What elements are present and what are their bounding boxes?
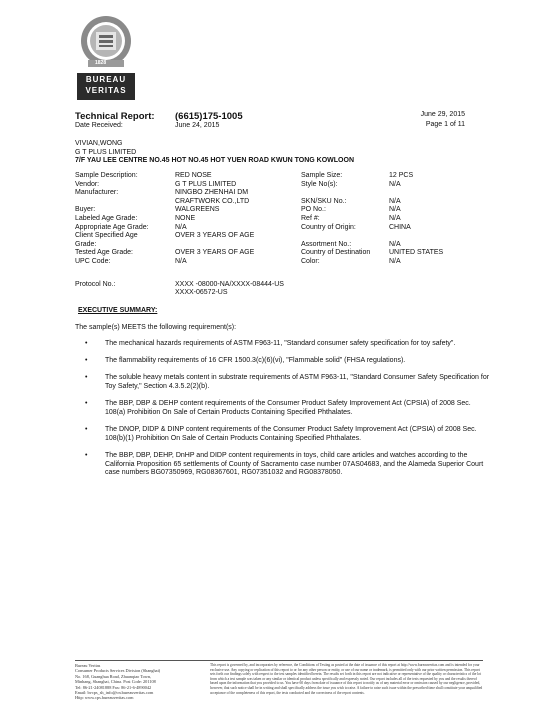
sample-field-label: Sample Description:	[75, 172, 138, 179]
sample-field-label: Style No(s):	[301, 180, 338, 188]
sample-info-row	[75, 258, 475, 267]
sample-field-value: NONE	[175, 215, 196, 222]
client-address: 7/F YAU LEE CENTRE NO.45 HOT NO.45 HOT YUEN ROAD KWUN TONG KOWLOON	[75, 157, 354, 165]
logo-brand-line2: VERITAS	[85, 86, 127, 95]
client-company: G T PLUS LIMITED	[75, 148, 137, 156]
sample-field-label: Color:	[301, 258, 320, 265]
sample-field-label: Sample Size:	[301, 172, 343, 179]
sample-field-value: N/A	[389, 240, 401, 248]
sample-field-value: CHINA	[389, 223, 411, 231]
sample-field-label: Grade:	[75, 240, 97, 248]
sample-field-label: PO No.:	[301, 206, 326, 214]
footer-contact-line: Consumer Products Services Division (Shanghai)	[75, 668, 161, 674]
sample-field-value: RED NOSE	[175, 172, 212, 179]
sample-field-label: Country of Origin:	[301, 223, 356, 231]
sample-field-label: SKN/SKU No.:	[301, 197, 347, 205]
bullet-icon: •	[85, 357, 88, 364]
page-indicator: Page 1 of 11	[425, 121, 465, 128]
logo-year: 1828	[95, 60, 107, 66]
bullet-icon: •	[85, 374, 88, 381]
sample-field-value: CRAFTWORK CO.,LTD	[175, 197, 250, 205]
requirement-text: The flammability requirements of 16 CFR 1500.3(c)(6)(vi), "Flammable solid" (FHSA regulations).	[105, 357, 406, 364]
bullet-icon: •	[85, 400, 88, 407]
executive-summary-intro: The sample(s) MEETS the following requirement(s):	[75, 324, 237, 331]
sample-field-label: Manufacturer:	[75, 189, 119, 197]
sample-field-label: Client Specified Age	[75, 232, 138, 240]
sample-field-value: N/A	[389, 197, 401, 205]
sample-field-value: N/A	[175, 223, 187, 231]
date-received-label: Date Received:	[75, 122, 123, 129]
bullet-icon: •	[85, 452, 88, 459]
footer-contact-line: Http: www.cps.bureauveritas.com	[75, 695, 134, 701]
sample-field-value: N/A	[389, 206, 401, 214]
sample-field-value: N/A	[389, 258, 401, 265]
bullet-icon: •	[85, 426, 88, 433]
protocol-line1: XXXX -08000-NA/XXXX-08444-US	[175, 281, 284, 288]
sample-field-value: UNITED STATES	[389, 249, 444, 257]
requirement-text: The mechanical hazards requirements of ASTM F963-11, "Standard consumer safety specification for toy safety".	[105, 340, 456, 347]
protocol-label: Protocol No.:	[75, 281, 116, 288]
protocol-line2: XXXX-06572-US	[175, 289, 228, 296]
footer-contact-line: No. 168, Guanghua Road, Zhuanqiao Town,	[75, 673, 152, 679]
sample-field-label: Tested Age Grade:	[75, 249, 133, 257]
logo-brand-line1: BUREAU	[85, 75, 127, 84]
requirement-text: The BBP, DBP & DEHP content requirements of the Consumer Product Safety Improvement Act (CPSIA) of 2008 Sec. 108(a) Prohibition On Sale of Certain Products Containing Specified Phthalates.	[105, 400, 471, 416]
requirement-text: The DNOP, DIDP & DINP content requirements of the Consumer Product Safety Improvement Act (CPSIA) of 2008 Sec. 108(b)(1) Prohibition On Sale of Certain Products Containing Specified Phthalates.	[105, 426, 477, 442]
client-address-block	[75, 140, 354, 166]
client-name: VIVIAN,WONG	[75, 140, 123, 147]
requirement-text: The BBP, DBP, DEHP, DnHP and DIDP content requirements in toys, child care articles and watches according to the California Proposition 65 settlements of County of Sacramento case number 07AS04683, and the Alameda Superior Court case numbers BG07350969, RG08367601, RG07351032 and RG08378050.	[105, 452, 484, 477]
footer-contact-line: Tel: 86-21-24081888 Fax: 86-21-6-4890042	[75, 684, 152, 690]
requirement-text: The soluble heavy metals content in substrate requirements of ASTM F963-11, "Standard Consumer Safety Specification for Toy Safety," Section 4.3.5.2(2)(b).	[105, 374, 490, 390]
sample-field-label: Buyer:	[75, 206, 96, 214]
sample-field-value: N/A	[389, 180, 401, 188]
report-date: June 29, 2015	[420, 111, 465, 118]
sample-field-label: Ref #:	[301, 215, 320, 222]
sample-field-label: UPC Code:	[75, 258, 111, 265]
sample-field-value: OVER 3 YEARS OF AGE	[175, 232, 255, 240]
footer-divider	[75, 660, 483, 661]
footer-contact	[75, 663, 205, 701]
sample-field-label: Labeled Age Grade:	[75, 215, 138, 222]
bullet-icon: •	[85, 340, 88, 347]
footer-disclaimer: This report is governed by, and incorporates by reference, the Conditions of Testing as posted at the date of issuance of this report at http://www.bureauveritas.com and is intended for your exclusive use. Any copying or replication of this report to or for any other person or entity, or use of our name or trademark, is permitted only with our prior written permission. This report sets forth our findings solely with respect to the test samples identified herein. The results set forth in this report are not indicative or representative of the quality or characteristics of the lot from which a test sample was taken or any similar or identical product unless specifically and expressly noted. Our report includes all of the tests requested by you and the results thereof based upon the information that you provided to us. You have 60 days from date of issuance of this report to notify us of any material error or omission caused by our negligence, provided, however, that such notice shall be in writing and shall specifically address the issue you wish to raise. A failure to raise such issue within the prescribed time shall constitute your unqualified acceptance of the completeness of this report, the tests conducted and the correctness of the report contents.	[210, 663, 483, 695]
sample-field-label: Country of Destination	[301, 249, 371, 257]
report-title-label: Technical Report:	[75, 111, 155, 122]
sample-field-value: WALGREENS	[175, 206, 220, 214]
sample-field-label: Vendor:	[75, 180, 100, 188]
executive-summary-title: EXECUTIVE SUMMARY:	[78, 307, 158, 314]
footer-contact-line: Minhang, Shanghai, China. Post Code: 201108	[75, 679, 156, 685]
report-number: (6615)175-1005	[175, 111, 243, 122]
sample-field-value: NINGBO ZHENHAI DM	[175, 189, 249, 197]
sample-field-value: N/A	[175, 258, 187, 265]
date-received-value: June 24, 2015	[175, 122, 220, 129]
footer-contact-line: Bureau Veritas	[75, 663, 101, 668]
sample-field-value: G T PLUS LIMITED	[175, 180, 237, 188]
footer-contact-line: Email: bvcps_sh_info@cn.bureauveritas.com	[75, 690, 154, 696]
sample-field-value: N/A	[389, 215, 401, 222]
sample-field-value: OVER 3 YEARS OF AGE	[175, 249, 255, 257]
sample-field-label: Appropriate Age Grade:	[75, 223, 149, 231]
sample-field-value: 12 PCS	[389, 172, 414, 179]
sample-field-label: Assortment No.:	[301, 240, 352, 248]
bureau-veritas-logo	[75, 14, 137, 102]
